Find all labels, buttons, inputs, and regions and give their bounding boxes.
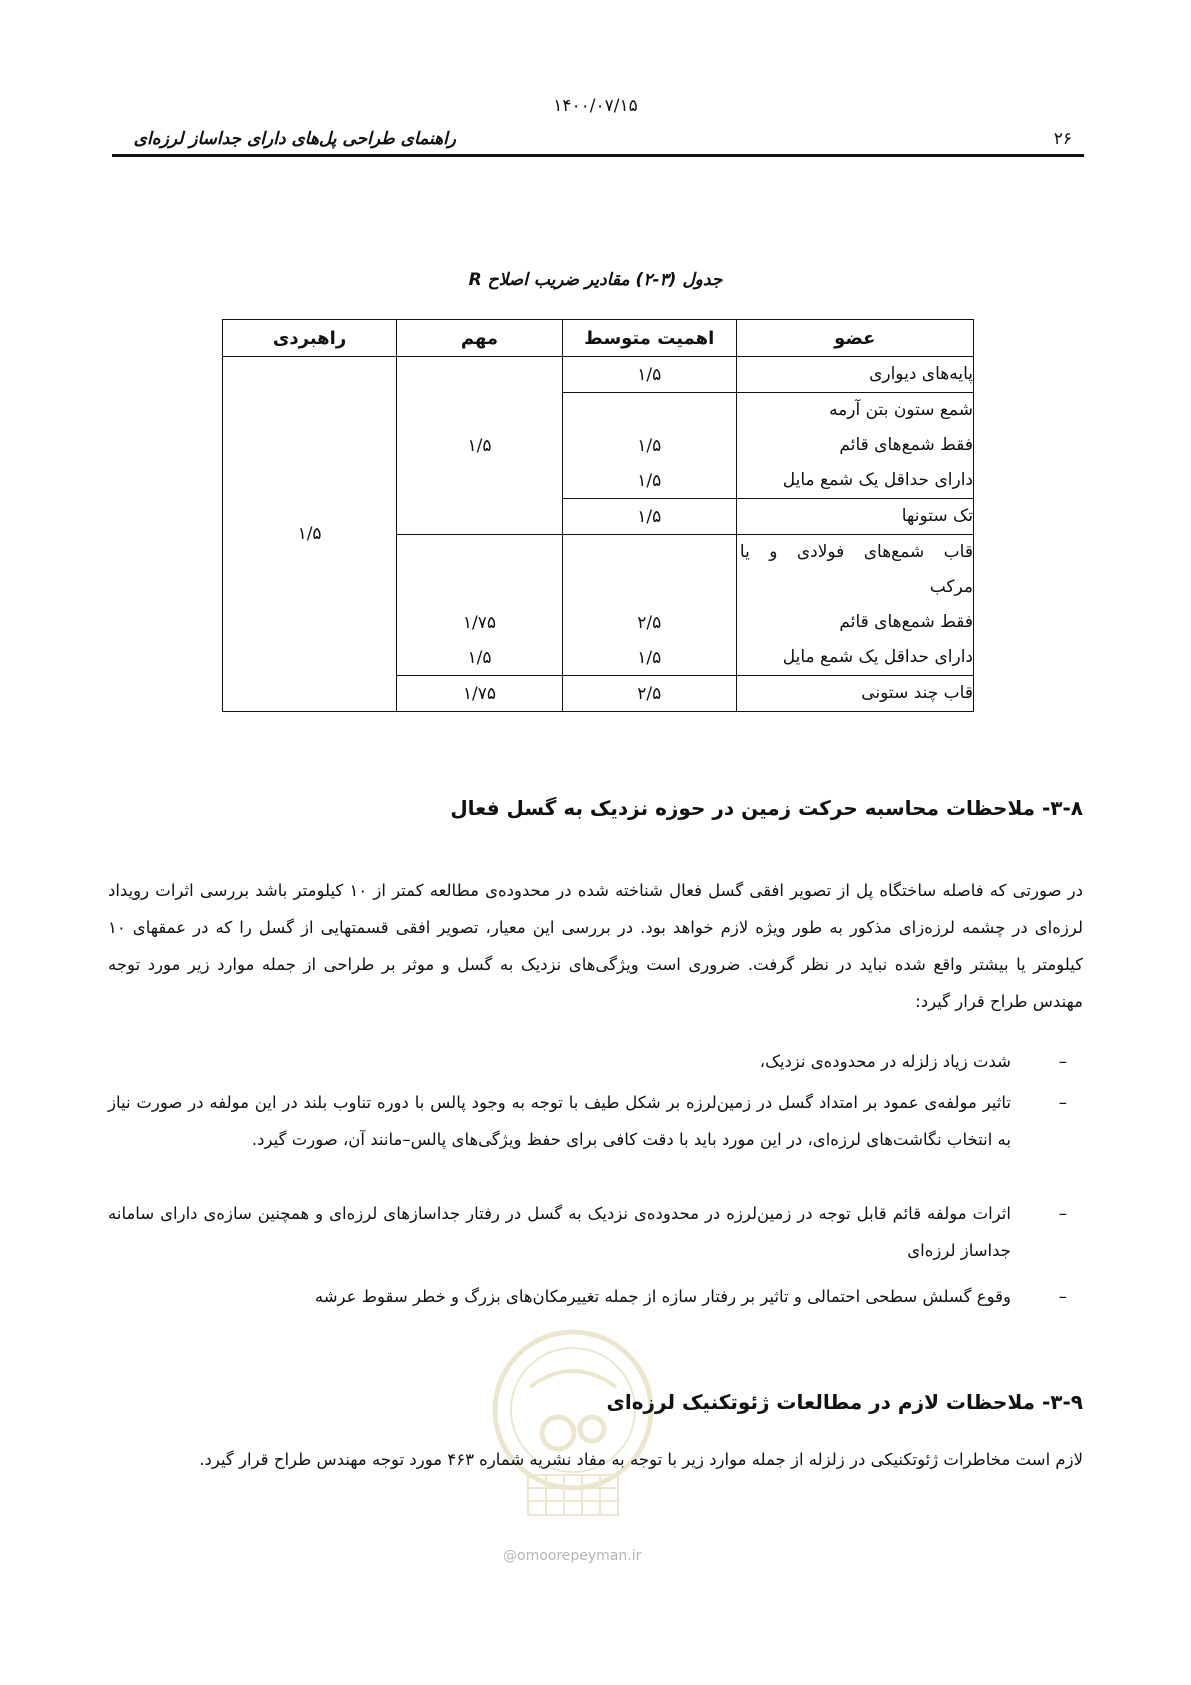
cell-member: دارای حداقل یک شمع مایل [736,463,973,499]
cell-medium: ۱/۵ [562,428,736,463]
cell-medium [562,535,736,571]
bullet-item [108,1195,1083,1269]
table-header-row [223,320,974,357]
watermark-site: @omoorepeyman.ir [503,1548,642,1564]
header-title: راهنمای طراحی پل‌های دارای جداساز لرزه‌ای [133,129,456,149]
bullet-dash: – [1058,1093,1067,1112]
cell-important [397,570,563,605]
bullet-item [108,1278,1083,1315]
cell-member: شمع ستون بتن آرمه [736,393,973,429]
bullet-dash: – [1058,1287,1067,1306]
cell-important: ۱/۵ [397,640,563,676]
table-caption: جدول (۳-۲) مقادیر ضریب اصلاح R [468,270,723,290]
table-row [223,357,974,393]
cell-medium: ۱/۵ [562,463,736,499]
cell-medium: ۲/۵ [562,605,736,640]
cell-member: فقط شمع‌های قائم [736,428,973,463]
bullet-text: وقوع گسلش سطحی احتمالی و تاثیر بر رفتار سازه از جمله تغییرمکان‌های بزرگ و خطر سقوط عرشه [314,1287,1011,1306]
cell-medium [562,393,736,429]
header-medium: اهمیت متوسط [562,320,736,357]
cell-member: مرکب [736,570,973,605]
cell-medium: ۲/۵ [562,676,736,712]
section-8-heading: ۳-۸- ملاحظات محاسبه حرکت زمین در حوزه نزدیک به گسل فعال [450,796,1083,820]
header-strategic: راهبردی [223,320,397,357]
bullet-item [108,1084,1083,1158]
bullet-item [108,1043,1083,1080]
bullet-dash: – [1058,1204,1067,1223]
bullet-text: شدت زیاد زلزله در محدوده‌ی نزدیک، [759,1052,1011,1071]
cell-important: ۱/۷۵ [397,676,563,712]
cell-important: ۱/۷۵ [397,605,563,640]
header-important: مهم [397,320,563,357]
cell-medium: ۱/۵ [562,499,736,535]
cell-member: قاب چند ستونی [736,676,973,712]
r-factor-table [222,319,974,712]
bullet-text: تاثیر مولفه‌ی عمود بر امتداد گسل در زمین‌لرزه بر شکل طیف با توجه به وجود پالس با دوره تناوب بلند در این مولفه در صورت نیاز به انتخاب نگاشت‌های لرزه‌ای، در این مورد باید با دقت کافی برای حفظ ویژگی‌های پالس–مانند آن، صورت گیرد. [108,1093,1011,1149]
cell-medium: ۱/۵ [562,357,736,393]
document-date: ۱۴۰۰/۰۷/۱۵ [553,96,638,116]
header-member: عضو [736,320,973,357]
section-8-paragraph: در صورتی که فاصله ساختگاه پل از تصویر افقی گسل فعال شناخته شده در محدوده‌ی مطالعه کمتر از ۱۰ کیلومتر باشد بررسی اثرات رویداد لرزه‌ای در چشمه لرزه‌زای مذکور به طور ویژه لازم خواهد بود. در بررسی این معیار، تصویر افقی قسمتهایی از گسل را که در عمقهای ۱۰ کیلومتر یا بیشتر واقع شده نباید در نظر گرفت. ضروری است ویژگی‌های نزدیک به گسل و موثر بر طراحی از جمله موارد زیر مورد توجه مهندس طراح قرار گیرد: [108,881,1083,1011]
bullet-dash: – [1058,1052,1067,1071]
cell-important [397,535,563,571]
cell-strategic-merged: ۱/۵ [223,357,397,712]
section-9-paragraph: لازم است مخاطرات ژئوتکنیکی در زلزله از جمله موارد زیر با توجه به مفاد نشریه شماره ۴۶۳ مورد توجه مهندس طراح قرار گیرد. [199,1450,1083,1469]
watermark-seal-icon [488,1325,658,1545]
cell-member: پایه‌های دیواری [736,357,973,393]
cell-member: تک ستونها [736,499,973,535]
cell-member: دارای حداقل یک شمع مایل [736,640,973,676]
page-header [112,124,1084,157]
bullet-text: اثرات مولفه قائم قابل توجه در زمین‌لرزه در محدوده‌ی نزدیک به گسل در رفتار جداسازهای لرزه‌ای و همچنین سازه‌ی دارای سامانه جداساز لرزه‌ای [108,1204,1011,1260]
section-9-heading: ۳-۹- ملاحظات لازم در مطالعات ژئوتکنیک لرزه‌ای [606,1390,1083,1414]
page-number: ۲۶ [1053,129,1072,149]
cell-medium: ۱/۵ [562,640,736,676]
cell-member: فقط شمع‌های قائم [736,605,973,640]
cell-medium [562,570,736,605]
cell-important-merged: ۱/۵ [397,357,563,535]
cell-member: قاب شمع‌های فولادی و یا [736,535,973,571]
